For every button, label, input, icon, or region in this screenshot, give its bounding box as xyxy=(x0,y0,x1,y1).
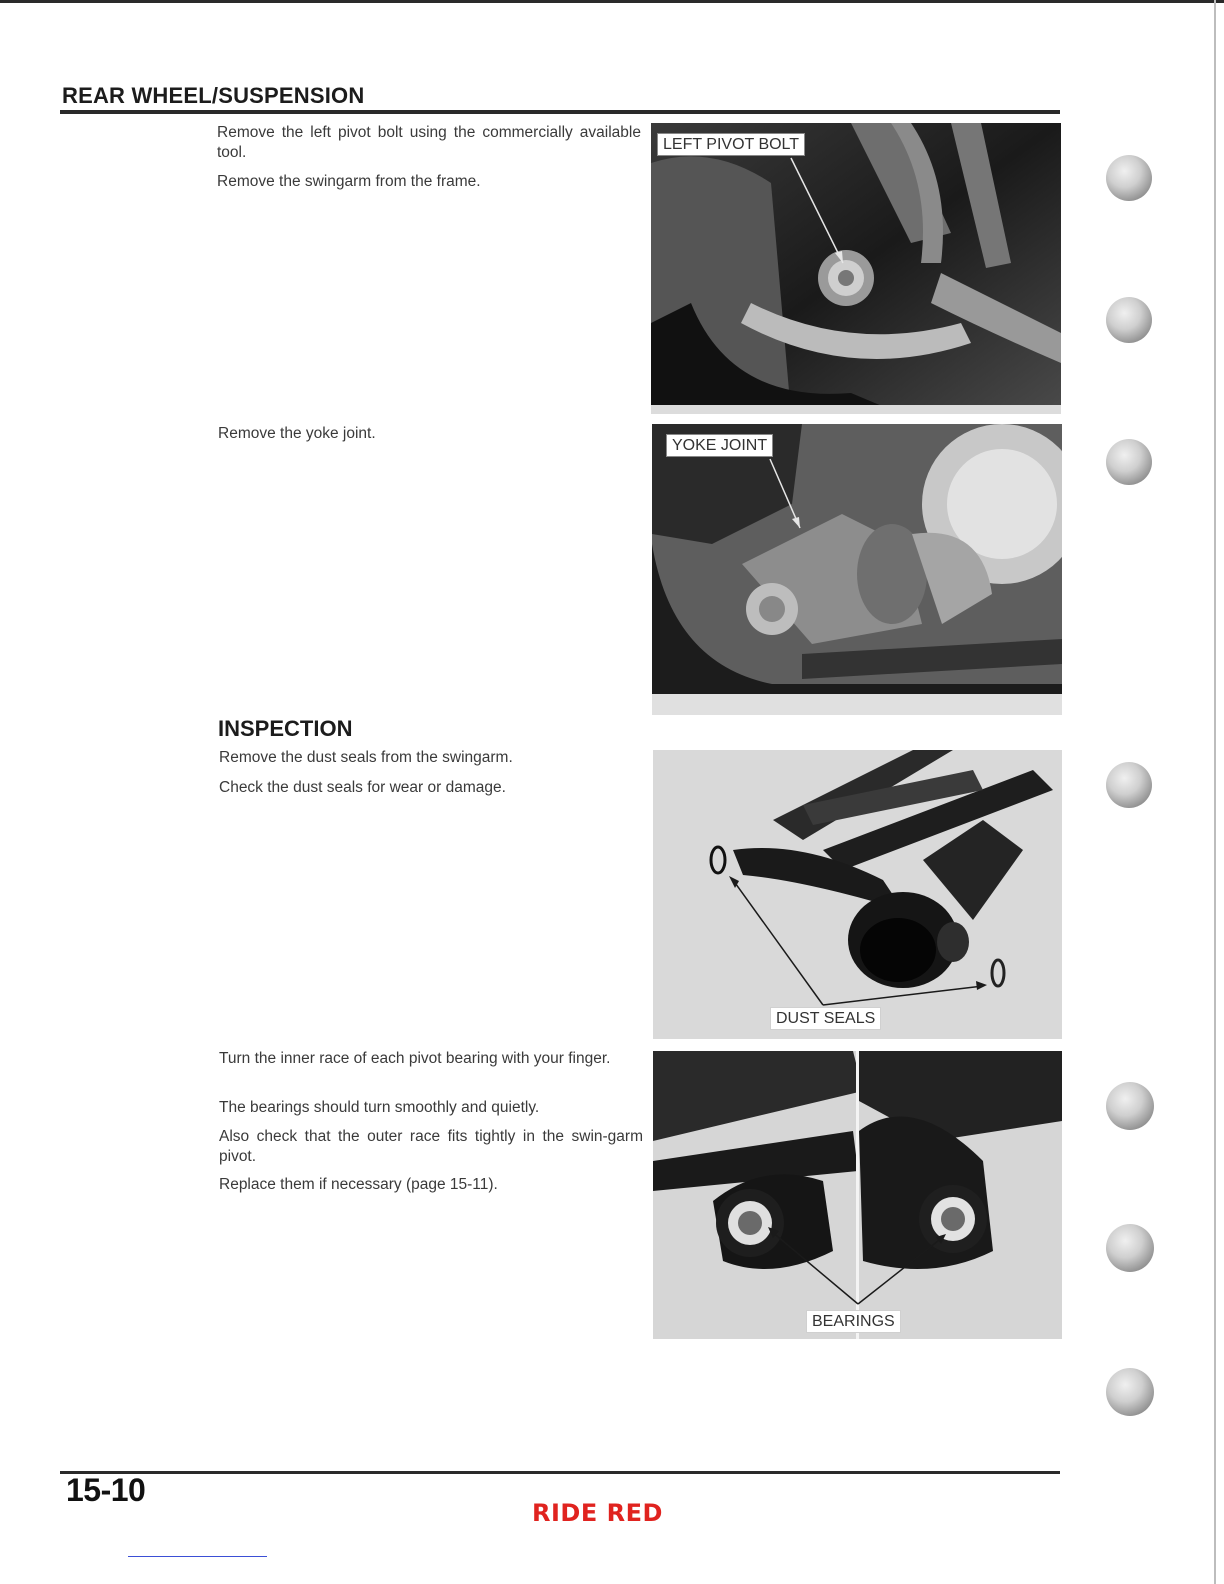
step-text: Check the dust seals for wear or damage. xyxy=(219,779,506,796)
step-text: Also check that the outer race fits tightly in the swin-garm pivot. xyxy=(219,1128,643,1165)
footer-rule xyxy=(60,1471,1060,1474)
figure-label-bearings: BEARINGS xyxy=(806,1310,901,1333)
step-text: Remove the yoke joint. xyxy=(218,425,376,442)
step-text: Remove the dust seals from the swingarm. xyxy=(219,749,513,766)
figure-label-dust-seals: DUST SEALS xyxy=(770,1007,881,1030)
step-text: Remove the left pivot bolt using the commercially available tool. xyxy=(217,124,641,161)
binder-tab-dot xyxy=(1106,439,1152,485)
bearings-photo xyxy=(653,1051,1062,1339)
binder-tab-dot xyxy=(1106,155,1152,201)
step-text: The bearings should turn smoothly and quietly. xyxy=(219,1099,540,1116)
header-rule xyxy=(60,110,1060,114)
top-rule xyxy=(0,0,1224,3)
step-text: Remove the swingarm from the frame. xyxy=(217,173,481,190)
figure-label-left-pivot-bolt: LEFT PIVOT BOLT xyxy=(657,133,805,156)
yoke-joint-photo xyxy=(652,424,1062,715)
step-text: Replace them if necessary (page 15-11). xyxy=(219,1176,498,1193)
page-number: 15-10 xyxy=(66,1472,146,1508)
dust-seals-photo xyxy=(653,750,1062,1039)
left-pivot-bolt-photo xyxy=(651,123,1061,414)
binder-tab-dot xyxy=(1106,1368,1154,1416)
link-underline xyxy=(128,1556,267,1557)
section-title: REAR WHEEL/SUSPENSION xyxy=(62,83,365,108)
inspection-heading: INSPECTION xyxy=(218,716,353,741)
binder-tab-dot xyxy=(1106,1224,1154,1272)
binder-tab-dot xyxy=(1106,1082,1154,1130)
binder-tab-dot xyxy=(1106,762,1152,808)
figure-label-yoke-joint: YOKE JOINT xyxy=(666,434,773,457)
brand-logo: RIDE RED xyxy=(532,1499,663,1527)
step-text: Turn the inner race of each pivot bearing with your finger. xyxy=(219,1050,611,1067)
binder-tab-dot xyxy=(1106,297,1152,343)
page-edge xyxy=(1214,0,1216,1584)
